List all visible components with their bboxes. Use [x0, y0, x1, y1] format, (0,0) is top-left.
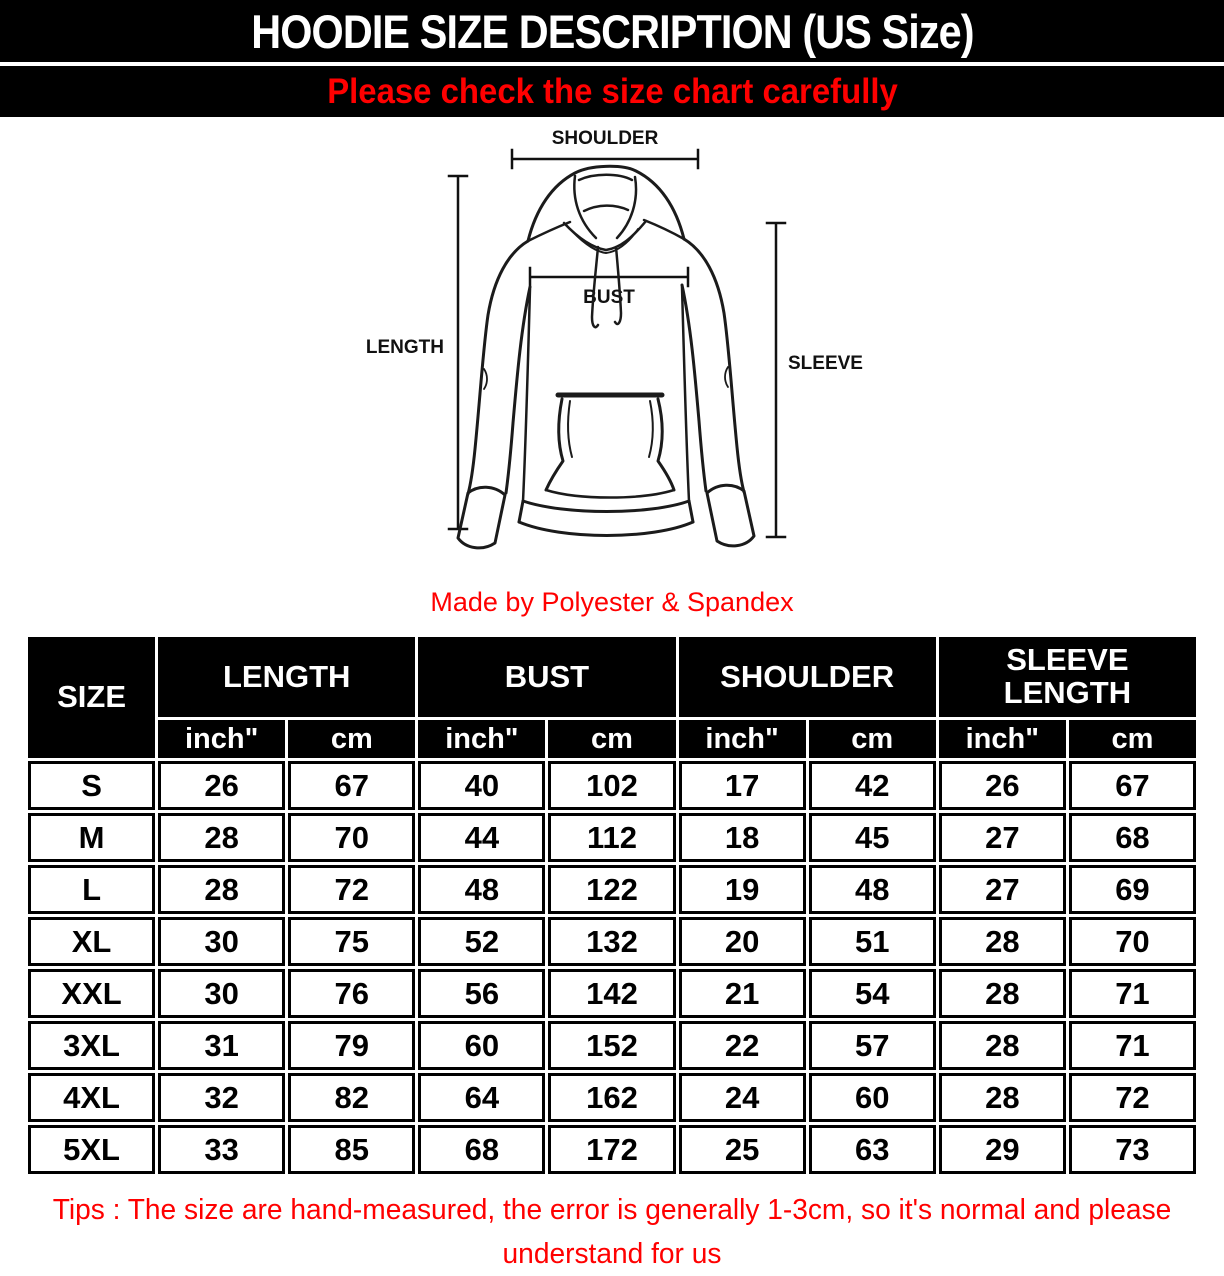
table-row — [28, 1021, 1196, 1070]
unit-header-cm: cm — [1069, 720, 1196, 758]
measurement-cell: 69 — [1069, 865, 1196, 914]
measurement-cell: 67 — [288, 761, 415, 810]
measurement-cell: 68 — [1069, 813, 1196, 862]
measurement-cell: 45 — [809, 813, 936, 862]
measurement-cell: 56 — [418, 969, 545, 1018]
measurement-cell: 30 — [158, 917, 285, 966]
measurement-cell: 22 — [679, 1021, 806, 1070]
measurement-cell: 48 — [418, 865, 545, 914]
table-row — [28, 917, 1196, 966]
measurement-lines — [449, 150, 785, 537]
unit-header-inch: inch" — [679, 720, 806, 758]
measurement-cell: 44 — [418, 813, 545, 862]
unit-header-cm: cm — [809, 720, 936, 758]
measurement-cell: 28 — [939, 1021, 1066, 1070]
size-cell: XXL — [28, 969, 155, 1018]
measurement-cell: 57 — [809, 1021, 936, 1070]
table-row — [28, 761, 1196, 810]
measurement-cell: 72 — [288, 865, 415, 914]
measurement-cell: 70 — [288, 813, 415, 862]
measurement-cell: 71 — [1069, 1021, 1196, 1070]
size-cell: 3XL — [28, 1021, 155, 1070]
measurement-cell: 112 — [548, 813, 675, 862]
measurement-cell: 27 — [939, 865, 1066, 914]
measurement-cell: 152 — [548, 1021, 675, 1070]
measurement-cell: 76 — [288, 969, 415, 1018]
measurement-cell: 42 — [809, 761, 936, 810]
measurement-cell: 132 — [548, 917, 675, 966]
hoodie-measurement-diagram — [0, 119, 1224, 581]
unit-header-cm: cm — [548, 720, 675, 758]
tips-line-2: understand for us — [18, 1233, 1205, 1276]
unit-header-inch: inch" — [418, 720, 545, 758]
measurement-cell: 54 — [809, 969, 936, 1018]
measurement-cell: 21 — [679, 969, 806, 1018]
size-cell: 5XL — [28, 1125, 155, 1174]
measurement-cell: 30 — [158, 969, 285, 1018]
length-label: LENGTH — [366, 337, 444, 358]
measurement-cell: 25 — [679, 1125, 806, 1174]
size-chart-warning: Please check the size chart carefully — [327, 72, 898, 112]
measurement-cell: 26 — [158, 761, 285, 810]
size-cell: 4XL — [28, 1073, 155, 1122]
measurement-cell: 24 — [679, 1073, 806, 1122]
measurement-cell: 32 — [158, 1073, 285, 1122]
size-chart-table — [25, 634, 1199, 1177]
table-row — [28, 969, 1196, 1018]
table-unit-header-row — [28, 720, 1196, 758]
size-cell: S — [28, 761, 155, 810]
measurement-cell: 60 — [809, 1073, 936, 1122]
measurement-cell: 28 — [939, 917, 1066, 966]
page-title: HOODIE SIZE DESCRIPTION (US Size) — [251, 4, 973, 59]
unit-header-inch: inch" — [939, 720, 1066, 758]
measurement-cell: 70 — [1069, 917, 1196, 966]
hoodie-line-drawing — [332, 119, 892, 579]
measurement-cell: 60 — [418, 1021, 545, 1070]
measurement-cell: 28 — [158, 865, 285, 914]
measurement-cell: 40 — [418, 761, 545, 810]
measurement-cell: 28 — [158, 813, 285, 862]
measurement-cell: 67 — [1069, 761, 1196, 810]
unit-header-cm: cm — [288, 720, 415, 758]
measurement-cell: 63 — [809, 1125, 936, 1174]
measurement-cell: 75 — [288, 917, 415, 966]
bust-group-header: BUST — [418, 637, 675, 717]
measurement-cell: 72 — [1069, 1073, 1196, 1122]
sleeve-length-group-header: SLEEVE LENGTH — [939, 637, 1196, 717]
shoulder-group-header: SHOULDER — [679, 637, 936, 717]
measurement-cell: 85 — [288, 1125, 415, 1174]
size-column-header: SIZE — [28, 637, 155, 758]
tips-note — [18, 1189, 1205, 1276]
material-note: Made by Polyester & Spandex — [0, 587, 1224, 618]
size-cell: XL — [28, 917, 155, 966]
measurement-cell: 71 — [1069, 969, 1196, 1018]
size-cell: L — [28, 865, 155, 914]
table-group-header-row — [28, 637, 1196, 717]
measurement-cell: 73 — [1069, 1125, 1196, 1174]
size-cell: M — [28, 813, 155, 862]
measurement-cell: 64 — [418, 1073, 545, 1122]
measurement-cell: 33 — [158, 1125, 285, 1174]
measurement-cell: 51 — [809, 917, 936, 966]
tips-line-1: Tips : The size are hand-measured, the error is generally 1-3cm, so it's normal and please — [18, 1189, 1205, 1233]
table-row — [28, 865, 1196, 914]
table-row — [28, 1125, 1196, 1174]
measurement-cell: 28 — [939, 969, 1066, 1018]
measurement-cell: 26 — [939, 761, 1066, 810]
measurement-cell: 162 — [548, 1073, 675, 1122]
measurement-cell: 18 — [679, 813, 806, 862]
measurement-cell: 68 — [418, 1125, 545, 1174]
hoodie-outline — [458, 166, 754, 548]
length-group-header: LENGTH — [158, 637, 415, 717]
measurement-cell: 142 — [548, 969, 675, 1018]
measurement-cell: 20 — [679, 917, 806, 966]
measurement-cell: 19 — [679, 865, 806, 914]
table-row — [28, 1073, 1196, 1122]
measurement-cell: 79 — [288, 1021, 415, 1070]
sleeve-label: SLEEVE — [788, 353, 863, 374]
bust-label: BUST — [583, 287, 635, 308]
unit-header-inch: inch" — [158, 720, 285, 758]
measurement-cell: 31 — [158, 1021, 285, 1070]
measurement-cell: 52 — [418, 917, 545, 966]
measurement-cell: 102 — [548, 761, 675, 810]
measurement-cell: 172 — [548, 1125, 675, 1174]
shoulder-label: SHOULDER — [552, 128, 659, 149]
table-row — [28, 813, 1196, 862]
title-bar — [0, 0, 1224, 66]
measurement-cell: 29 — [939, 1125, 1066, 1174]
measurement-cell: 82 — [288, 1073, 415, 1122]
measurement-cell: 122 — [548, 865, 675, 914]
subtitle-bar — [0, 66, 1224, 117]
measurement-cell: 27 — [939, 813, 1066, 862]
measurement-cell: 48 — [809, 865, 936, 914]
measurement-cell: 17 — [679, 761, 806, 810]
measurement-cell: 28 — [939, 1073, 1066, 1122]
